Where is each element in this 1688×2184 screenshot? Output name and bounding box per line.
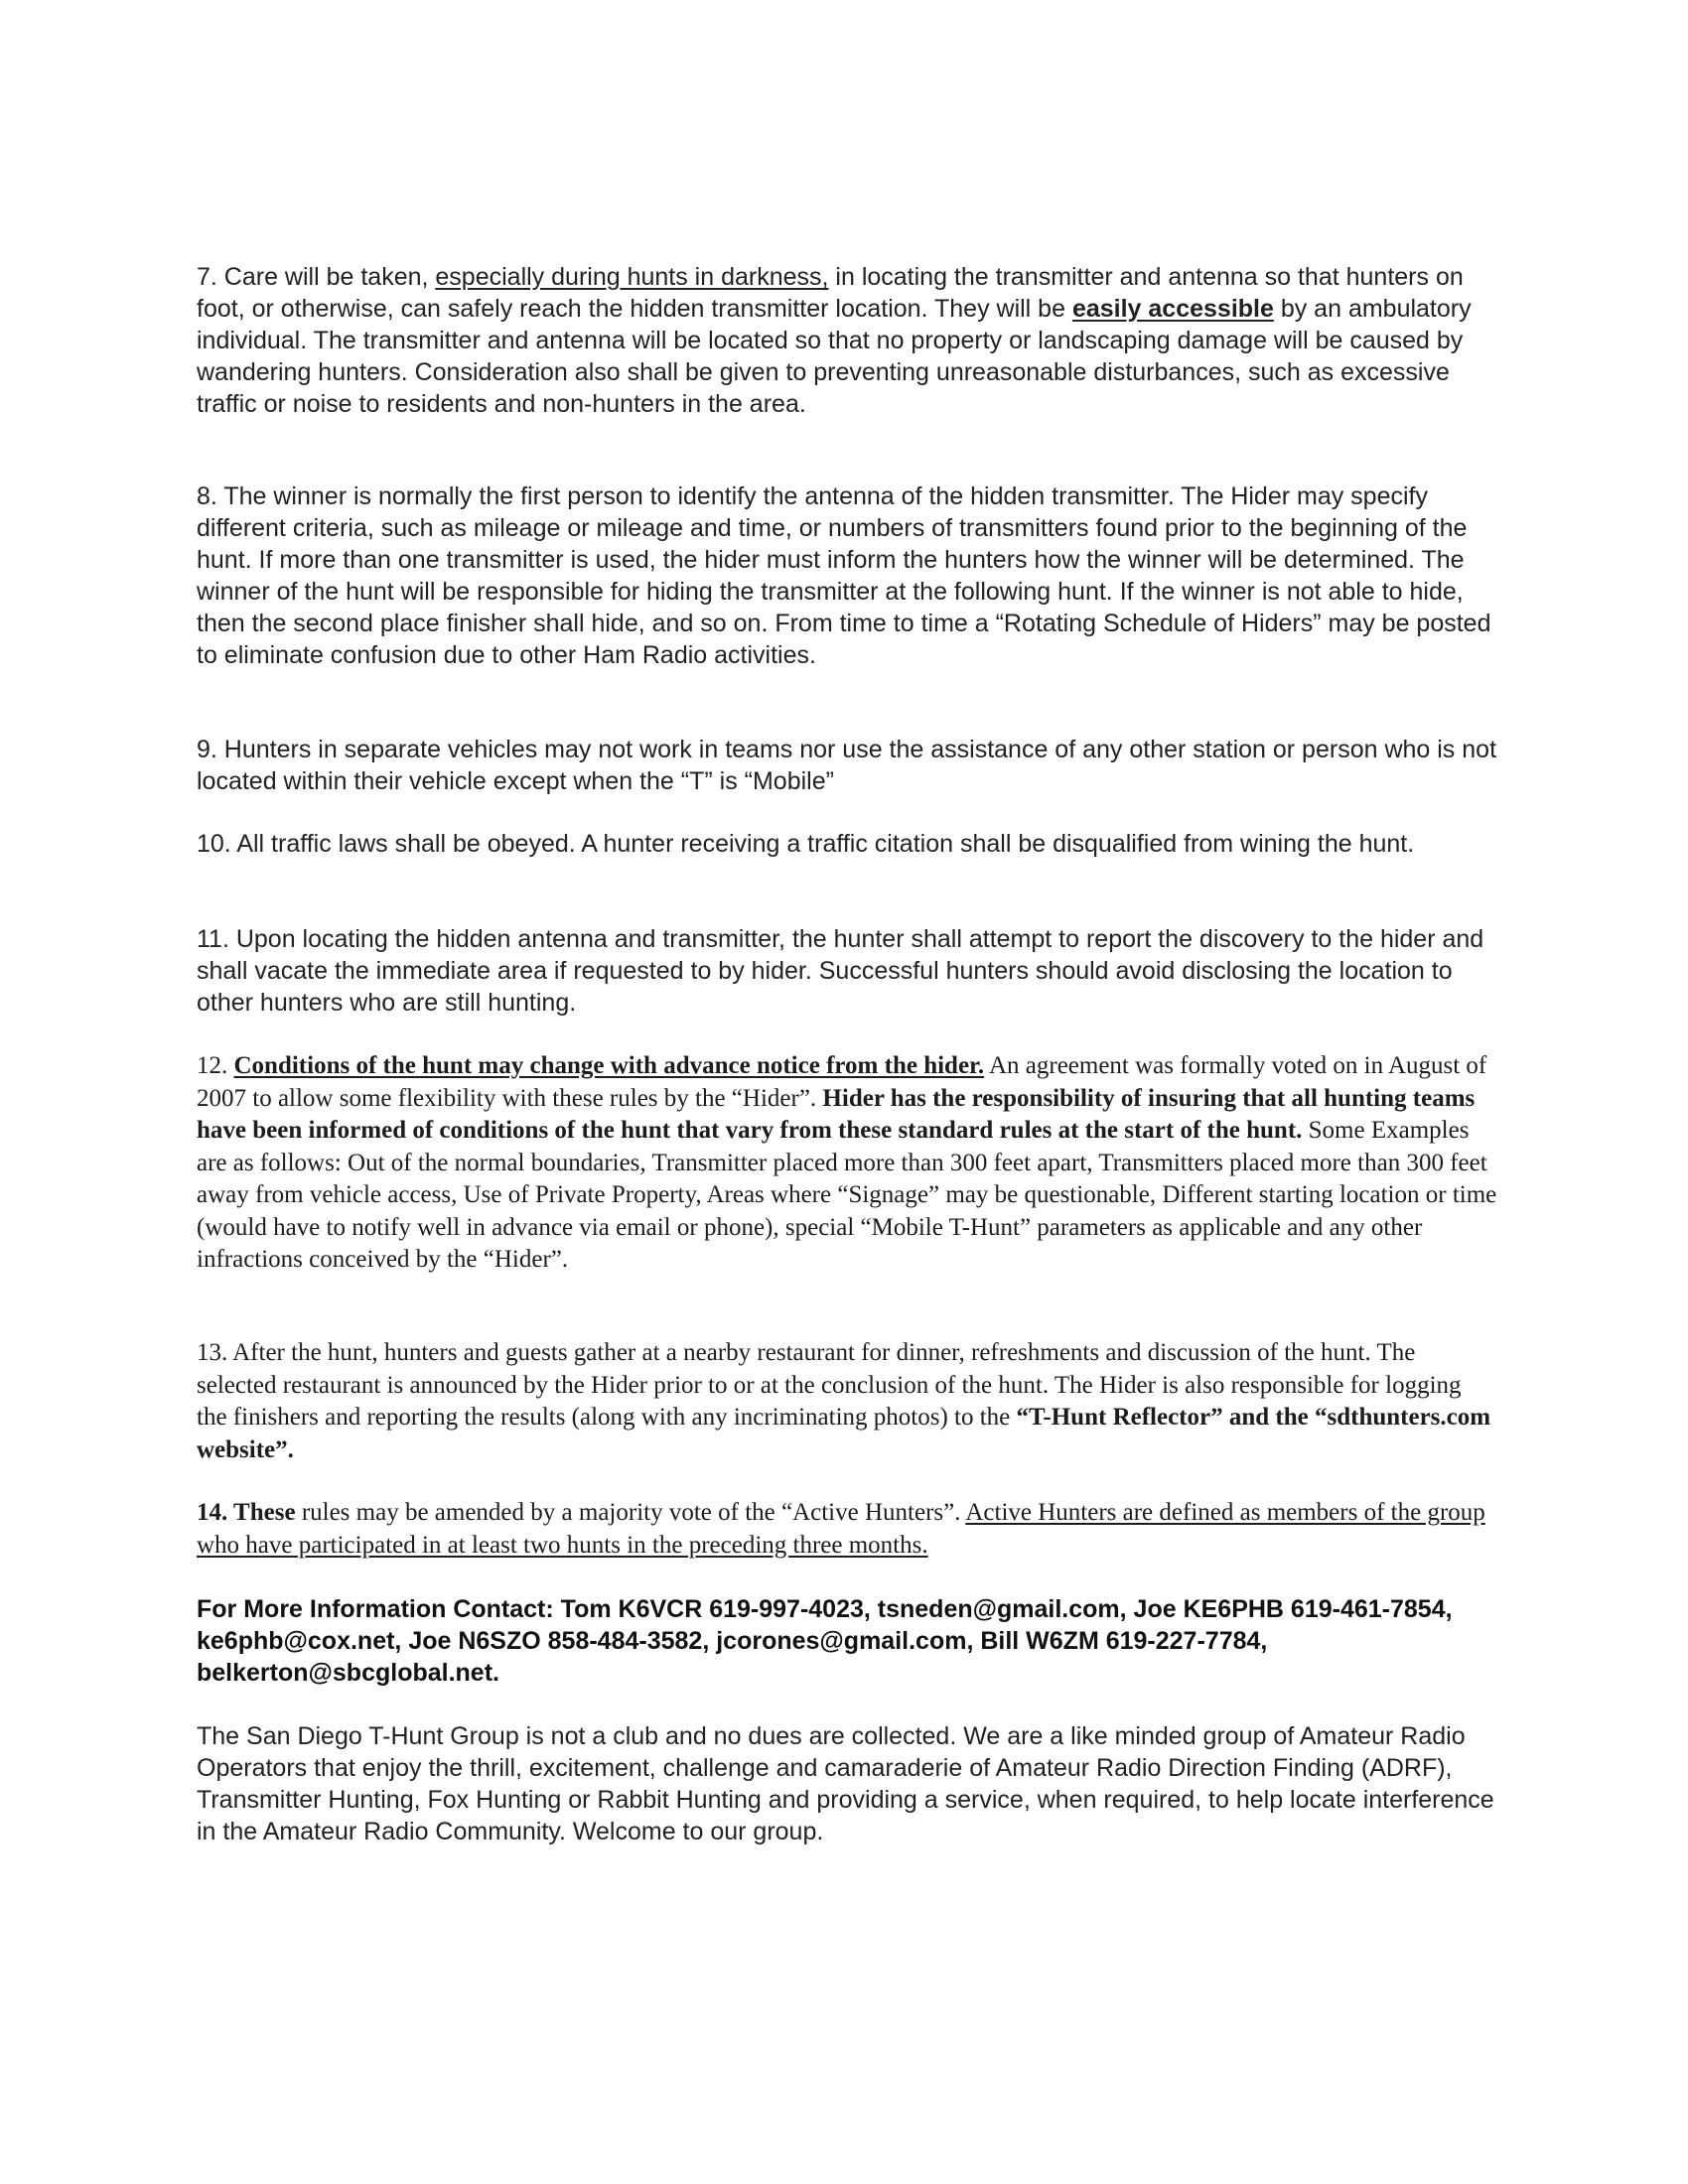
rule-11: 11. Upon locating the hidden antenna and transmitter, the hunter shall attempt to report the discovery to the hider and shall vacate the immediate area if requested to by hider. Successful hunters should avoid disclosing the location to other hunters who are still hunting. [197,925,1484,1017]
rule-12-number: 12. [197,1052,234,1079]
rule-14-definition: Active Hunters are defined as members of the group who have participated in at least two hunts in the preceding three months. [197,1499,1485,1559]
rule-7-text-continued: in locating the transmitter and antenna so that hunters on foot, or otherwise, can safely reach the hidden transmitter location. They will be [197,263,1464,323]
contact-info: For More Information Contact: Tom K6VCR 619-997-4023, tsneden@gmail.com, Joe KE6PHB 619-461-7854, ke6phb@cox.net, Joe N6SZO 858-484-3582, jcorones@gmail.com, Bill W6ZM 619-227-7784, belkerton@sbcglobal.net. [197,1595,1453,1687]
rule-8: 8. The winner is normally the first person to identify the antenna of the hidden transmitter. The Hider may specify different criteria, such as mileage or mileage and time, or numbers of transmitters found prior to the beginning of the hunt. If more than one transmitter is used, the hider must inform the hunters how the winner will be determined. The winner of the hunt will be responsible for hiding the transmitter at the following hunt. If the winner is not able to hide, then the second place finisher shall hide, and so on. From time to time a “Rotating Schedule of Hiders” may be posted to eliminate confusion due to other Ham Radio activities. [197,482,1491,669]
rule-10: 10. All traffic laws shall be obeyed. A hunter receiving a traffic citation shall be disqualified from wining the hunt. [197,830,1415,858]
rule-12-text: An agreement was formally voted on in August of 2007 to allow some flexibility with these rules by the “Hider”. [197,1052,1487,1112]
rule-13 [197,1337,1497,1466]
rule-7-underlined-text: especially during hunts in darkness, [435,263,829,291]
rule-7 [197,261,1497,420]
rule-9: 9. Hunters in separate vehicles may not work in teams nor use the assistance of any other station or person who is not located within their vehicle except when the “T” is “Mobile” [197,736,1497,795]
rule-7-emphasis: easily accessible [1071,295,1274,323]
rule-13-text: 13. After the hunt, hunters and guests gather at a nearby restaurant for dinner, refreshments and discussion of the hunt. The selected restaurant is announced by the Hider prior to or at the conclusion of the hunt. The Hider is also responsible for logging the finishers and reporting the results (along with any incriminating photos) to the [197,1339,1462,1431]
group-description: The San Diego T-Hunt Group is not a club and no dues are collected. We are a like minded group of Amateur Radio Operators that enjoy the thrill, excitement, challenge and camaraderie of Amateur Radio Direction Finding (ADRF), Transmitter Hunting, Fox Hunting or Rabbit Hunting and providing a service, when required, to help locate interference in the Amateur Radio Community. Welcome to our group. [197,1722,1494,1845]
rule-12-heading: Conditions of the hunt may change with advance notice from the hider. [233,1052,985,1079]
rule-13-emphasis: “T-Hunt Reflector” and the “sdthunters.com website”. [197,1404,1491,1463]
rule-14 [197,1497,1497,1562]
rule-7-text-end: by an ambulatory individual. The transmitter and antenna will be located so that no property or landscaping damage will be caused by wandering hunters. Consideration also shall be given to preventing unreasonable disturbances, such as excessive traffic or noise to residents and non-hunters in the area. [197,295,1472,418]
rule-7-text: 7. Care will be taken, [197,263,436,291]
rule-12-emphasis: Hider has the responsibility of insuring that all hunting teams have been informed of conditions of the hunt that vary from these standard rules at the start of the hunt. [197,1084,1476,1144]
rule-12-examples: Some Examples are as follows: Out of the normal boundaries, Transmitter placed more than 300 feet apart, Transmitters placed more than 300 feet away from vehicle access, Use of Private Property, Areas where “Signage” may be questionable, Different starting location or time (would have to notify well in advance via email or phone), special “Mobile T-Hunt” parameters as applicable and any other infractions conceived by the “Hider”. [197,1117,1497,1273]
rule-14-lead: 14. These [197,1499,296,1526]
rule-14-text: rules may be amended by a majority vote of the “Active Hunters”. [295,1499,966,1526]
rule-12 [197,1050,1497,1277]
